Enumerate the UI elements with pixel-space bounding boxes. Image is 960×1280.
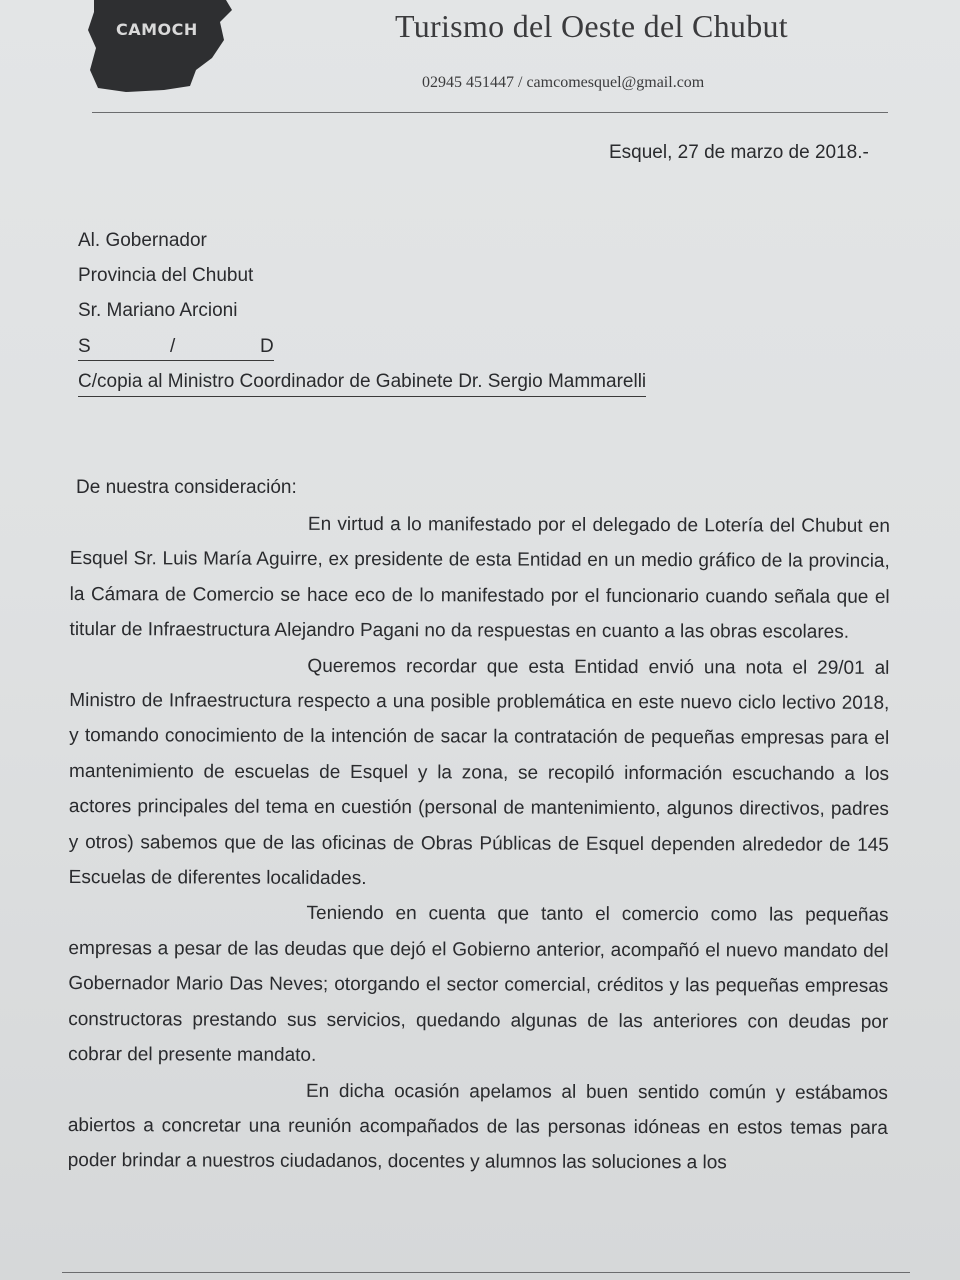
footer-divider (62, 1272, 910, 1273)
recipient-line-2: Provincia del Chubut (78, 265, 254, 286)
paragraph: En virtud a lo manifestado por el delegado de Lotería del Chubut en Esquel Sr. Luis María Aguirre, ex presidente de esta Entidad en un medio gráfico de la provincia, la Cámara de Comercio se hace eco de lo manifestado por el funcionario cuando señala que el titular de Infraestructura Alejandro Pagani no da respuestas en cuanto a las obras escolares. (69, 513, 890, 643)
date-line: Esquel, 27 de marzo de 2018.- (609, 142, 869, 163)
sd-d: D (260, 336, 274, 357)
recipient-line-3: Sr. Mariano Arcioni (78, 300, 238, 321)
letter-body (68, 506, 890, 1182)
recipient-line-1: Al. Gobernador (78, 230, 207, 251)
header-divider (92, 112, 888, 113)
sd-line (78, 336, 274, 361)
chubut-map-logo-icon (86, 0, 236, 92)
logo-text: CAMOCH (116, 20, 198, 39)
camoch-logo (86, 0, 236, 92)
greeting: De nuestra consideración: (76, 477, 297, 498)
paragraph: Teniendo en cuenta que tanto el comercio como las pequeñas empresas a pesar de las deudas que dejó el Gobierno anterior, acompañó el nuevo mandato del Gobernador Mario Das Neves; otorgando el sector comercial, créditos y las pequeñas empresas constructoras prestando sus servicios, quedando algunas de las anteriores con deudas por cobrar del presente mandato. (68, 903, 889, 1066)
sd-slash: / (170, 336, 176, 357)
sd-s: S (78, 336, 91, 357)
paragraph: Queremos recordar que esta Entidad envió una nota el 29/01 al Ministro de Infraestructura respecto a una posible problemática en este nuevo ciclo lectivo 2018, y tomando conocimiento de la intención de sacar la contratación de pequeñas empresas para el mantenimiento de escuelas de Esquel y la zona, se recopiló información escuchando a los actores principales del tema en cuestión (personal de mantenimiento, algunos directivos, padres y otros) sabemos que de las oficinas de Obras Públicas de Esquel dependen alrededor de 145 Escuelas de diferentes localidades. (68, 655, 890, 890)
org-name: Turismo del Oeste del Chubut (395, 8, 788, 44)
org-contact: 02945 451447 / camcomesquel@gmail.com (422, 74, 705, 91)
copy-to-line: C/copia al Ministro Coordinador de Gabinete Dr. Sergio Mammarelli (78, 371, 646, 397)
paragraph: En dicha ocasión apelamos al buen sentido común y estábamos abiertos a concretar una reunión acompañados de las personas idóneas en estos temas para poder brindar a nuestros ciudadanos, docentes y alumnos las soluciones a los (67, 1080, 888, 1174)
